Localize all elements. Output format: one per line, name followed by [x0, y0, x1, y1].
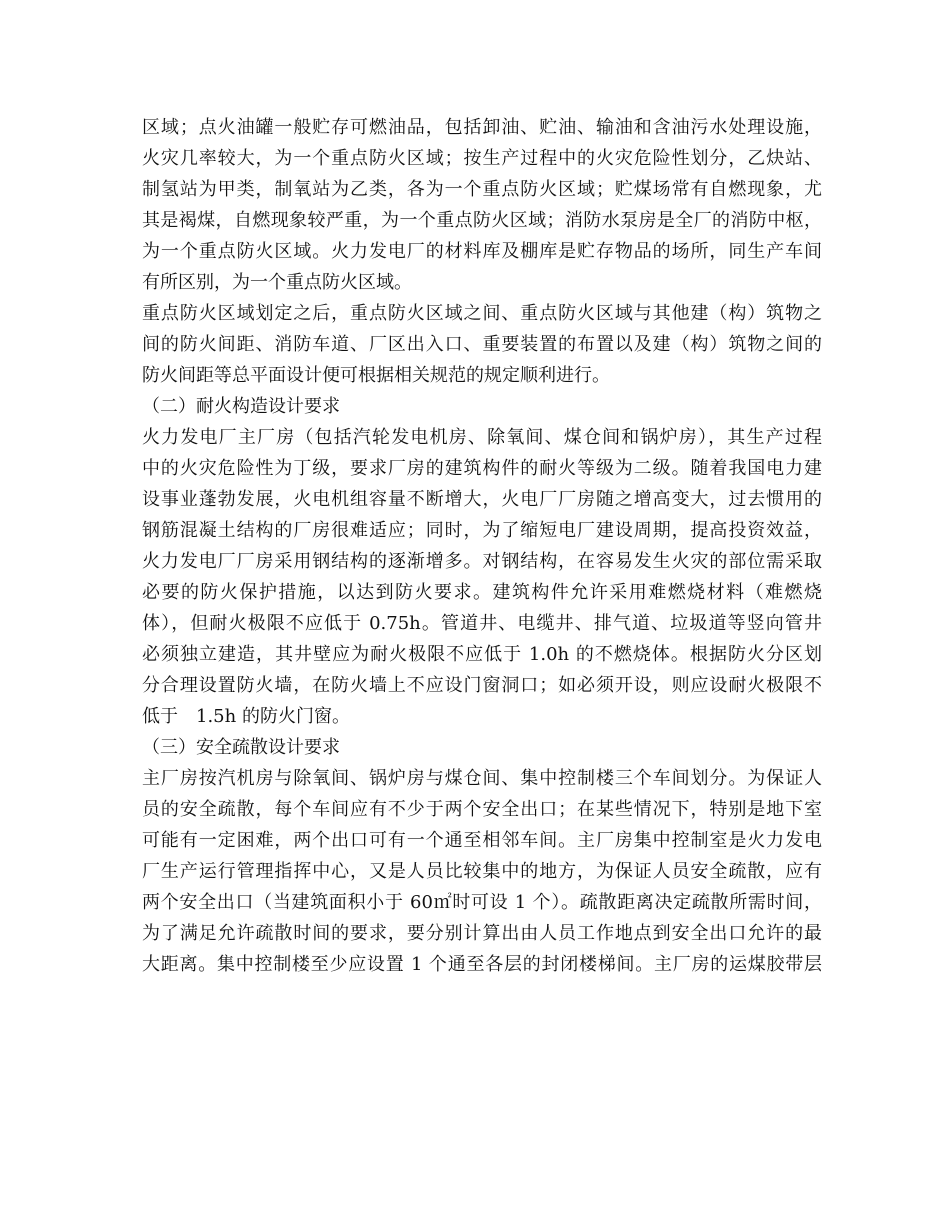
- text-line: 间的防火间距、消防车道、厂区出入口、重要装置的布置以及建（构）筑物之间的: [142, 334, 822, 355]
- text-line: 中的火灾危险性为丁级，要求厂房的建筑构件的耐火等级为二级。随着我国电力建: [142, 458, 822, 479]
- text-line: 体），但耐火极限不应低于 0.75h。管道井、电缆井、排气道、垃圾道等竖向管井: [142, 613, 822, 634]
- text-line: 厂生产运行管理指挥中心，又是人员比较集中的地方，为保证人员安全疏散，应有: [142, 861, 822, 882]
- text-line: 防火间距等总平面设计便可根据相关规范的规定顺利进行。: [142, 365, 610, 386]
- text-line: 大距离。集中控制楼至少应设置 1 个通至各层的封闭楼梯间。主厂房的运煤胶带层: [142, 954, 822, 975]
- section-heading-fire-resistance: [142, 391, 822, 422]
- section-heading-evacuation: [142, 732, 822, 763]
- text-line: 制氢站为甲类，制氧站为乙类，各为一个重点防火区域；贮煤场常有自燃现象，尤: [142, 179, 822, 200]
- text-line: 钢筋混凝土结构的厂房很难适应；同时，为了缩短电厂建设周期，提高投资效益，: [142, 520, 822, 541]
- paragraph-fire-resistance: [142, 422, 822, 732]
- text-line: 员的安全疏散，每个车间应有不少于两个安全出口；在某些情况下，特别是地下室: [142, 799, 822, 820]
- text-line: 低于 1.5h 的防火门窗。: [142, 706, 350, 727]
- text-line: 必须独立建造，其井壁应为耐火极限不应低于 1.0h 的不燃烧体。根据防火分区划: [142, 644, 822, 665]
- section-heading: （三）安全疏散设计要求: [142, 737, 340, 758]
- text-line: 可能有一定困难，两个出口可有一个通至相邻车间。主厂房集中控制室是火力发电: [142, 830, 822, 851]
- paragraph-site-plan: [142, 298, 822, 391]
- text-line: 火力发电厂厂房采用钢结构的逐渐增多。对钢结构，在容易发生火灾的部位需采取: [142, 551, 822, 572]
- text-line: 分合理设置防火墙，在防火墙上不应设门窗洞口；如必须开设，则应设耐火极限不: [142, 675, 822, 696]
- text-line: 为了满足允许疏散时间的要求，要分别计算出由人员工作地点到安全出口允许的最: [142, 923, 822, 944]
- text-line: 其是褐煤，自燃现象较严重，为一个重点防火区域；消防水泵房是全厂的消防中枢，: [142, 210, 822, 231]
- paragraph-evacuation: [142, 763, 822, 980]
- paragraph-fire-zones: [142, 112, 822, 298]
- document-body: [142, 112, 822, 980]
- text-line: 区域；点火油罐一般贮存可燃油品，包括卸油、贮油、输油和含油污水处理设施，: [142, 117, 822, 138]
- section-heading: （二）耐火构造设计要求: [142, 396, 340, 417]
- text-line: 主厂房按汽机房与除氧间、锅炉房与煤仓间、集中控制楼三个车间划分。为保证人: [142, 768, 822, 789]
- text-line: 为一个重点防火区域。火力发电厂的材料库及棚库是贮存物品的场所，同生产车间: [142, 241, 822, 262]
- text-line: 有所区别，为一个重点防火区域。: [142, 272, 412, 293]
- text-line: 两个安全出口（当建筑面积小于 60㎡时可设 1 个）。疏散距离决定疏散所需时间，: [142, 892, 822, 913]
- text-line: 重点防火区域划定之后，重点防火区域之间、重点防火区域与其他建（构）筑物之: [142, 303, 822, 324]
- text-line: 必要的防火保护措施，以达到防火要求。建筑构件允许采用难燃烧材料（难燃烧: [142, 582, 822, 603]
- text-line: 火灾几率较大，为一个重点防火区域；按生产过程中的火灾危险性划分，乙炔站、: [142, 148, 822, 169]
- text-line: 设事业蓬勃发展，火电机组容量不断增大，火电厂厂房随之增高变大，过去惯用的: [142, 489, 822, 510]
- text-line: 火力发电厂主厂房（包括汽轮发电机房、除氧间、煤仓间和锅炉房），其生产过程: [142, 427, 822, 448]
